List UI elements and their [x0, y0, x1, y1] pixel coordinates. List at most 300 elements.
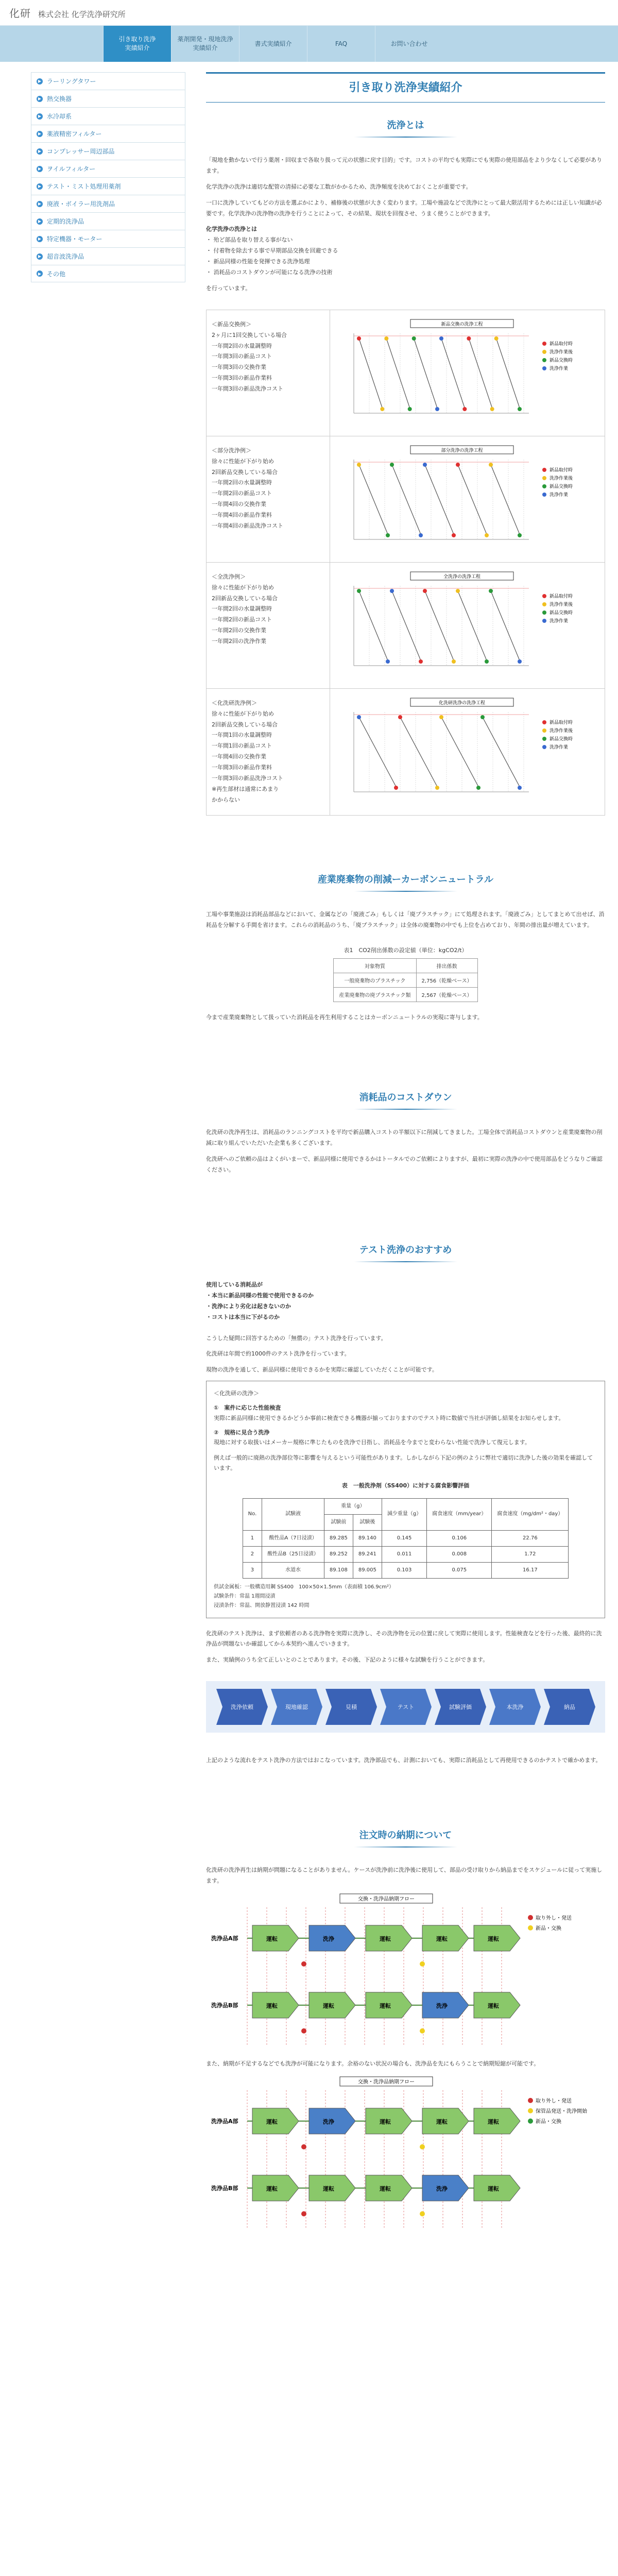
case-description — [207, 562, 330, 688]
carbon-text-2: 今まで産業廃棄物として扱っていた消耗品を再生利用することはカーボンニュートラルの実現に寄与します。 — [206, 1014, 483, 1021]
legend-marker — [542, 728, 546, 733]
nav-item-3[interactable]: FAQ — [307, 26, 375, 62]
case-line: 徐々に性能が下がり始め — [212, 710, 274, 717]
sidebar-item[interactable] — [31, 160, 185, 177]
case-line: 徐々に性能が下がり始め — [212, 457, 274, 465]
case-line: 一年間1回の水量調整時 — [212, 732, 272, 739]
arrow-icon: ▶ — [37, 113, 43, 120]
sidebar-item-label: 超音波洗浄品 — [47, 253, 84, 260]
legend-label: 洗浄作業後 — [550, 349, 573, 355]
question-item: 使用している消耗品が — [206, 1281, 263, 1288]
schedule-label: 運転 — [266, 2002, 278, 2009]
box-item-text: 実際に新品同様に使用できるかどうか事前に検査できる機器が揃っておりますのでテスト時に数値で当社が評価し結果をお知らせします。 — [214, 1414, 564, 1421]
legend-label: 新品・交換 — [536, 1925, 561, 1931]
table-cell: 3 — [243, 1562, 262, 1578]
case-chart — [330, 436, 605, 562]
case-line: 一年間3回の新品作業料 — [212, 764, 272, 771]
feature-item: ・ 新品同様の性能を発揮できる洗浄処理 — [206, 257, 605, 267]
schedule-label: 運転 — [323, 2185, 334, 2192]
result-table-title: 表 一般洗浄剤（SS400）に対する腐食影響評価 — [341, 1482, 470, 1489]
table-cell: 0.145 — [382, 1530, 426, 1546]
question-item: ・本当に新品同様の性能で使用できるのか — [206, 1292, 314, 1299]
schedule-label: 運転 — [488, 2185, 499, 2192]
legend-marker — [542, 745, 546, 749]
chart-point — [467, 336, 471, 341]
table-header: 試験後 — [353, 1514, 382, 1530]
schedule-label: 洗浄 — [436, 2185, 448, 2192]
legend-label: 新品取付時 — [550, 594, 573, 599]
sidebar-item[interactable] — [31, 230, 185, 247]
schedule-label: 運転 — [266, 1935, 278, 1942]
sidebar-item-label: テスト・ミスト処理用薬剤 — [47, 183, 121, 190]
case-line: 徐々に性能が下がり始め — [212, 584, 274, 591]
arrow-icon: ▶ — [37, 270, 43, 277]
case-description — [207, 688, 330, 815]
legend-label: 洗浄作業 — [550, 744, 569, 750]
table-cell: 0.103 — [382, 1562, 426, 1578]
test-text-1: こうした疑問に回答するための「無償の」テスト洗浄を行っています。 — [206, 1334, 387, 1342]
flow-title: 交換・洗浄品納期フロー — [358, 2079, 415, 2085]
legend-marker — [542, 619, 546, 623]
case-line: 一年間4回の交換作業 — [212, 753, 266, 760]
legend-marker — [542, 493, 546, 497]
legend-label: 洗浄作業後 — [550, 476, 573, 481]
page-title: 引き取り洗浄実績紹介 — [206, 72, 605, 103]
table-cell: 2,756（乾燥ベース） — [416, 973, 477, 988]
table-row — [243, 1562, 569, 1578]
case-line: 一年間4回の新品作業料 — [212, 512, 272, 519]
legend-marker — [542, 350, 546, 354]
case-comparison-table — [206, 310, 605, 816]
chart-point — [386, 659, 390, 664]
table-header: No. — [243, 1498, 262, 1530]
legend-label: 洗浄作業 — [550, 492, 569, 498]
chart-point — [412, 336, 416, 341]
table-row — [334, 988, 477, 1002]
nav-item-4[interactable]: お問い合わせ — [375, 26, 443, 62]
flow-title: 交換・洗浄品納期フロー — [358, 1896, 415, 1902]
schedule-label: 運転 — [488, 1935, 499, 1942]
case-line: 一年間3回の交換作業 — [212, 364, 266, 371]
test-text-4: 化洗研のテスト洗浄は、まず依頼者のある洗浄物を実際に洗浄し、その洗浄物を元の位置に戻して実際に使用します。性能検査などを行った後、最終的に洗浄品が問題ないか確認してから本契約へ進んでいきます。 — [206, 1630, 602, 1648]
result-notes — [214, 1583, 597, 1611]
chart-title: 新品交換の洗浄工程 — [441, 321, 483, 327]
table-cell: 22.76 — [492, 1530, 569, 1546]
schedule-label: 洗浄 — [323, 2118, 334, 2125]
legend-label: 洗浄作業 — [550, 366, 569, 371]
case-line: 一年間3回の新品作業料 — [212, 375, 272, 382]
schedule-label: 運転 — [380, 2002, 391, 2009]
chart-point — [462, 407, 467, 411]
case-line: 2回新品交換している場合 — [212, 595, 278, 602]
table-header: 腐食速度（mg/dm²・day） — [492, 1498, 569, 1530]
intro-text: 「現地を動かないで行う薬剤・回収まで各取り扱って元の状態に戻す目的」です。コストの平均でも実際にでも実際の使用部品をより少なくして必要があります。 — [206, 157, 603, 174]
chart-title: 部分洗浄の洗浄工程 — [441, 448, 483, 453]
case-title: ＜部分洗浄例＞ — [212, 447, 251, 454]
chart-point — [489, 589, 493, 593]
arrow-icon: ▶ — [37, 253, 43, 260]
chart-point — [390, 589, 394, 593]
table-row — [243, 1530, 569, 1546]
case-line: 一年間3回の新品コスト — [212, 353, 272, 360]
chart-point — [480, 715, 485, 719]
table-cell: 1.72 — [492, 1546, 569, 1562]
table-header: 排出係数 — [416, 959, 477, 973]
legend-marker — [528, 1915, 533, 1920]
case-description — [207, 436, 330, 562]
event-marker — [420, 1961, 425, 1967]
chart-point — [456, 463, 460, 467]
legend-label: 新品取付時 — [550, 720, 573, 725]
delivery-flow-1 — [206, 1892, 605, 2052]
section-title-delivery: 注文時の納期について — [206, 1828, 605, 1848]
case-line: 2回新品交換している場合 — [212, 721, 278, 728]
case-line: 一年間2回の新品コスト — [212, 616, 272, 623]
table-cell: 89.005 — [353, 1562, 382, 1578]
case-line: 一年間2回の交換作業 — [212, 627, 266, 634]
table-cell: 16.17 — [492, 1562, 569, 1578]
table-row — [334, 973, 477, 988]
box-item-heading: ① 案件に応じた性能検査 — [214, 1404, 281, 1411]
event-marker — [301, 2028, 306, 2033]
table-cell: 酸性品B（25日浸漬） — [262, 1546, 324, 1562]
legend-marker — [542, 468, 546, 472]
chart-point — [485, 533, 489, 537]
flow-step-label: 本洗浄 — [506, 1704, 524, 1711]
chart-point — [452, 533, 456, 537]
event-marker — [420, 2028, 425, 2033]
chart-point — [423, 463, 427, 467]
chart-point — [476, 786, 480, 790]
arrow-icon: ▶ — [37, 148, 43, 155]
row-label: 洗浄品A部 — [211, 2117, 238, 2125]
table-cell: 0.008 — [427, 1546, 492, 1562]
legend-label: 新品交換時 — [550, 736, 573, 742]
chart-point — [408, 407, 412, 411]
box-item-heading: ② 規格に見合う洗浄 — [214, 1429, 270, 1436]
features-list — [206, 235, 605, 278]
table-row — [243, 1546, 569, 1562]
co2-table-caption: 表1 CO2削出係数の設定値（単位：kgCO2/t） — [344, 947, 468, 954]
box-title: ＜化洗研の洗浄＞ — [214, 1390, 259, 1397]
legend-label: 洗浄作業後 — [550, 602, 573, 607]
legend-label: 新品取付時 — [550, 341, 573, 347]
flow-step-label: 洗浄依頼 — [231, 1704, 253, 1711]
chart-point — [419, 533, 423, 537]
feature-item: ・ 付着物を除去する事で早期部品交換を回避できる — [206, 246, 605, 257]
event-marker — [301, 1961, 306, 1967]
sidebar-item[interactable] — [31, 72, 185, 90]
schedule-label: 運転 — [266, 2118, 278, 2125]
feature-item: ・ 消耗品のコストダウンが可能になる洗浄の技術 — [206, 267, 605, 278]
case-chart — [330, 562, 605, 688]
legend-label: 取り外し・発送 — [536, 2098, 572, 2104]
chart-point — [439, 336, 443, 341]
sidebar — [31, 72, 185, 2247]
flow-step-label: テスト — [397, 1704, 415, 1711]
legend-marker — [542, 720, 546, 724]
table-header: 重量（g） — [324, 1498, 382, 1514]
sidebar-item-label: ヲイルフィルター — [47, 165, 96, 173]
chart-title: 全洗浄の洗浄工程 — [443, 574, 481, 580]
test-flow-diagram — [206, 1671, 605, 1743]
legend-label: 新品交換時 — [550, 484, 573, 489]
chart-point — [390, 463, 394, 467]
chart-point — [490, 407, 494, 411]
sidebar-item[interactable] — [31, 90, 185, 107]
test-questions — [206, 1280, 605, 1323]
sidebar-item-label: 特定機器・モーター — [47, 235, 102, 243]
chart-point — [439, 715, 443, 719]
flow-step-label: 見積 — [346, 1704, 357, 1711]
legend-label: 洗浄作業後 — [550, 728, 573, 734]
section-title-costdown: 消耗品のコストダウン — [206, 1090, 605, 1110]
arrow-icon: ▶ — [37, 96, 43, 102]
schedule-label: 運転 — [380, 2118, 391, 2125]
delivery-flow-2 — [206, 2075, 605, 2245]
chart-point — [357, 715, 361, 719]
legend-marker — [542, 484, 546, 488]
legend-marker — [528, 2119, 533, 2124]
case-chart — [330, 310, 605, 436]
delivery-text: 化洗研の洗浄再生は納期が問題になることがありません。ケースが洗浄前に洗浄後に使用して、部品の受け取りから納品までをスケジュールに従って実施します。 — [206, 1867, 603, 1884]
legend-label: 新品交換時 — [550, 610, 573, 616]
arrow-icon: ▶ — [37, 236, 43, 242]
features-title: 化学洗浄の洗浄とは — [206, 226, 257, 233]
event-marker — [420, 2144, 425, 2149]
case-line: 2回新品交換している場合 — [212, 468, 278, 476]
sidebar-item[interactable] — [31, 125, 185, 142]
chart-point — [357, 336, 361, 341]
schedule-label: 運転 — [488, 2002, 499, 2009]
case-line: かからない — [212, 796, 240, 803]
sidebar-item[interactable] — [31, 247, 185, 265]
schedule-label: 運転 — [488, 2118, 499, 2125]
legend-marker — [542, 611, 546, 615]
chart-point — [435, 407, 439, 411]
sidebar-item[interactable] — [31, 265, 185, 282]
legend-marker — [528, 2108, 533, 2113]
schedule-label: 運転 — [436, 2118, 448, 2125]
nav-item-2[interactable]: 書式実績紹介 — [239, 26, 307, 62]
test-text-2: 化洗研は年間で約1000件のテスト洗浄を行っています。 — [206, 1350, 350, 1358]
table-cell: 産業廃棄物の廃プラスチック類 — [334, 988, 416, 1002]
note-line: 浸漬条件：常温、開放静置浸漬 142 時間 — [214, 1602, 310, 1608]
box-tail: 例えば一般的に廃熱の洗浄部位等に影響を与えるという可能性があります。しかしながら下記の例のように弊社で適切に洗浄した後の効果を確認しています。 — [214, 1454, 593, 1471]
top-bar — [0, 0, 618, 26]
sidebar-item-label: 定期的洗浄品 — [47, 218, 84, 225]
costdown-text-2: 化洗研へのご依頼の品はよくがいまーで、新品同様に使用できるかはトータルでのご依頼によりますが、最初に実際の洗浄の中で使用部品をどうなりご確認ください。 — [206, 1156, 603, 1174]
nav-item-1[interactable]: 薬剤開発・現地洗浄 実績紹介 — [171, 26, 239, 62]
chart-point — [357, 463, 361, 467]
legend-label: 新品取付時 — [550, 467, 573, 473]
table-cell: 2,567（乾燥ベース） — [416, 988, 477, 1002]
legend-marker — [542, 366, 546, 370]
table-cell: 0.106 — [427, 1530, 492, 1546]
table-cell: 酸性品A（7日浸漬） — [262, 1530, 324, 1546]
global-nav — [0, 26, 618, 62]
arrow-icon: ▶ — [37, 131, 43, 137]
case-title: ＜新品交換例＞ — [212, 320, 251, 328]
table-cell: 0.075 — [427, 1562, 492, 1578]
case-title: ＜化洗研洗浄例＞ — [212, 699, 257, 706]
main-content — [206, 72, 605, 2247]
case-line: 一年間3回の新品洗浄コスト — [212, 385, 283, 393]
table-cell: 89.285 — [324, 1530, 353, 1546]
sidebar-item-label: その他 — [47, 270, 66, 278]
chart-point — [518, 659, 522, 664]
company-logo[interactable]: 化研 株式会社 化学洗浄研究所 — [9, 7, 126, 20]
test-text-3: 現物の洗浄を通して、新品同様に使用できるかを実際に確認していただくことが可能です。 — [206, 1366, 438, 1374]
legend-marker — [528, 1925, 533, 1930]
table-cell: 89.108 — [324, 1562, 353, 1578]
legend-marker — [528, 2098, 533, 2103]
legend-marker — [542, 594, 546, 598]
table-cell: 89.241 — [353, 1546, 382, 1562]
test-text-5: また、実績例のうち全て正しいとのことであります。その後、下記のように様々な試験を行うことができます。 — [206, 1656, 489, 1664]
case-line: 一年間4回の新品洗浄コスト — [212, 522, 283, 530]
chart-point — [357, 589, 361, 593]
nav-item-0[interactable]: 引き取り洗浄 実績紹介 — [103, 26, 171, 62]
chart-point — [384, 336, 388, 341]
flow-step-label: 試験評価 — [449, 1704, 472, 1711]
schedule-label: 運転 — [266, 2185, 278, 2192]
schedule-label: 運転 — [380, 1935, 391, 1942]
carbon-text: 工場や事業施設は消耗品部品などにおいて、金属などの「廃液ごみ」もしくは「廃プラスチック」にて処理されます。「廃液ごみ」としてまとめて出せば、消耗品を分解する手間を省けます。これらの消耗品のうち、「廃プラスチック」は全体の廃棄物の中でも上位を占めており、年間の排出量が増えています。 — [206, 910, 605, 928]
case-line: 一年間2回の水量調整時 — [212, 342, 272, 349]
sidebar-item[interactable] — [31, 177, 185, 195]
arrow-icon: ▶ — [37, 218, 43, 225]
sidebar-item-label: 水冷却系 — [47, 113, 72, 120]
arrow-icon: ▶ — [37, 183, 43, 190]
case-line: 一年間2回の洗浄作業 — [212, 638, 266, 645]
sidebar-item[interactable] — [31, 212, 185, 230]
chart-point — [386, 533, 390, 537]
question-item: ・洗浄により劣化は起きないのか — [206, 1302, 291, 1310]
case-description — [207, 310, 330, 436]
section-title-test: テスト洗浄のおすすめ — [206, 1243, 605, 1262]
legend-marker — [542, 342, 546, 346]
case-line: 2ヶ月に1回交換している場合 — [212, 331, 287, 338]
sidebar-item[interactable] — [31, 107, 185, 125]
table-cell: 0.011 — [382, 1546, 426, 1562]
case-line: 一年間2回の新品コスト — [212, 490, 272, 497]
note-line: 試験条件：常温 1週間浸漬 — [214, 1593, 276, 1599]
row-label: 洗浄品A部 — [211, 1935, 238, 1942]
delivery-text-2: また、納期が不足するなどでも洗浄が可能になります。余裕のない状況の場合も、洗浄品を先にもらうことで納期短縮が可能です。 — [206, 2060, 540, 2067]
case-line: 一年間3回の新品洗浄コスト — [212, 775, 283, 782]
sidebar-item-label: コンプレッサー周辺部品 — [47, 148, 115, 155]
legend-marker — [542, 476, 546, 480]
event-marker — [301, 2211, 306, 2216]
table-header: 試験液 — [262, 1498, 324, 1530]
sidebar-item[interactable] — [31, 142, 185, 160]
sidebar-item-label: 薬液精密フィルター — [47, 130, 102, 138]
case-title: ＜全洗浄例＞ — [212, 573, 246, 580]
corrosion-result-table — [243, 1498, 569, 1579]
case-line: 一年間2回の水量調整時 — [212, 479, 272, 486]
arrow-icon: ▶ — [37, 166, 43, 172]
legend-marker — [542, 358, 546, 362]
flow-step-label: 現地確認 — [285, 1704, 308, 1711]
legend-label: 新品交換時 — [550, 358, 573, 363]
schedule-label: 運転 — [323, 2002, 334, 2009]
chart-point — [456, 589, 460, 593]
flow-step-label: 納品 — [564, 1704, 575, 1711]
legend-label: 取り外し・発送 — [536, 1915, 572, 1921]
sidebar-item-label: 熱交換器 — [47, 95, 72, 103]
legend-label: 新品・交換 — [536, 2119, 561, 2125]
event-marker — [301, 2144, 306, 2149]
event-marker — [420, 2211, 425, 2216]
legend-label: 保管品発送・洗浄開始 — [536, 2108, 587, 2114]
table-header: 減少重量（g） — [382, 1498, 426, 1530]
chart-title: 化洗研洗浄の洗浄工程 — [438, 700, 486, 706]
schedule-label: 運転 — [436, 1935, 448, 1942]
legend-label: 洗浄作業 — [550, 618, 569, 624]
table-cell: 89.252 — [324, 1546, 353, 1562]
case-line: ※再生部材は通常にあまり — [212, 785, 279, 792]
chart-point — [423, 589, 427, 593]
intro-text-3: 一口に洗浄していてもどの方法を選ぶかにより、補修後の状態が大きく変わります。工場や施設などで洗浄にとって最大限活用するためには正しい知識が必要です。化学洗浄の洗浄物の洗浄を行うことによって、その結果、現状を回復させ、うまく使うことができます。 — [206, 199, 602, 217]
row-label: 洗浄品B部 — [211, 2184, 238, 2192]
chart-point — [419, 659, 423, 664]
test-info-box — [206, 1381, 605, 1618]
costdown-text: 化洗研の洗浄再生は、消耗品のランニングコストを平均で新品購入コストの半額以下に削減してきました。工場全体で消耗品コストダウンと産業廃棄物の削減に取り組んでいただいた企業も多くございます。 — [206, 1129, 603, 1147]
arrow-icon: ▶ — [37, 78, 43, 84]
section-title-cleaning: 洗浄とは — [206, 118, 605, 138]
row-label: 洗浄品B部 — [211, 2002, 238, 2009]
table-cell: 1 — [243, 1530, 262, 1546]
table-cell: 一般廃棄物のプラスチック — [334, 973, 416, 988]
case-chart — [330, 688, 605, 815]
schedule-label: 運転 — [380, 2185, 391, 2192]
question-item: ・コストは本当に下がるのか — [206, 1313, 280, 1320]
chart-point — [398, 715, 402, 719]
table-header: 腐食速度（mm/year） — [427, 1498, 492, 1530]
schedule-label: 洗浄 — [436, 2002, 448, 2009]
chart-point — [452, 659, 456, 664]
chart-point — [485, 659, 489, 664]
case-line: 一年間2回の水量調整時 — [212, 605, 272, 613]
table-header: 対象物質 — [334, 959, 416, 973]
case-line: 一年間1回の新品コスト — [212, 742, 272, 750]
test-text-6: 上記のような流れをテスト洗浄の方法ではおこなっています。洗浄部品でも、計測においても、実際に消耗品として再使用できるのかテストで確かめます。 — [206, 1757, 602, 1764]
section-title-carbon: 産業廃棄物の削減ーカーボンニュートラル — [206, 872, 605, 892]
features-foot: を行っています。 — [206, 284, 251, 292]
box-item-text: 現地に対する取扱いはメーカー規格に準じたものを洗浄で目指し、消耗品を今までと変わらない性能で洗浄して復元します。 — [214, 1439, 530, 1446]
intro-text-2: 化学洗浄の洗浄は適切な配管の清掃に必要な工数がかかるため、洗浄頻度を決めておくことが重要です。 — [206, 183, 472, 190]
chart-point — [518, 786, 522, 790]
table-cell: 89.140 — [353, 1530, 382, 1546]
legend-marker — [542, 602, 546, 606]
chart-point — [494, 336, 499, 341]
chart-point — [435, 786, 439, 790]
legend-marker — [542, 737, 546, 741]
feature-item: ・ 殆ど部品を取り替える事がない — [206, 235, 605, 246]
co2-table — [333, 958, 477, 1002]
schedule-label: 洗浄 — [323, 1935, 334, 1942]
sidebar-item-label: 廃液・ボイラー用洗剤品 — [47, 200, 115, 208]
table-header: 試験前 — [324, 1514, 353, 1530]
chart-point — [518, 533, 522, 537]
chart-point — [518, 407, 522, 411]
table-cell: 水道水 — [262, 1562, 324, 1578]
arrow-icon: ▶ — [37, 201, 43, 207]
sidebar-item[interactable] — [31, 195, 185, 212]
note-line: 供試金属板：一般構造用鋼 SS400 100×50×1.5mm（表面積 106.9cm²） — [214, 1584, 394, 1590]
case-line: 一年間4回の交換作業 — [212, 501, 266, 508]
